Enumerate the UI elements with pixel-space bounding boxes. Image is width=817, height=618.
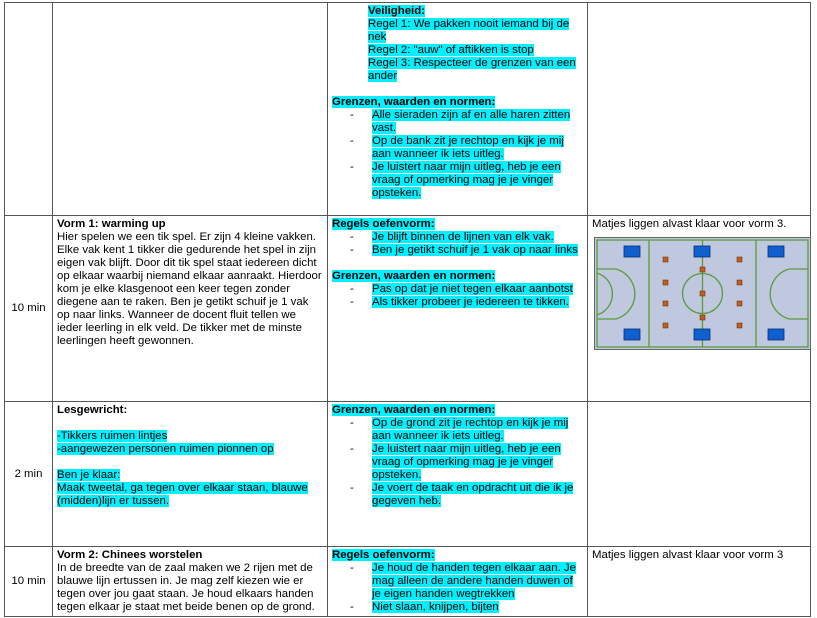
list-item: - Je blijft binnen de lijnen van elk vak.	[350, 231, 554, 243]
list-item: - Je luistert naar mijn uitleg, heb je een vraag of opmerking mag je je vinger opsteken.	[350, 443, 561, 481]
norms-list	[332, 283, 583, 309]
norms-heading: Grenzen, waarden en normen:	[332, 404, 496, 416]
table-row	[5, 3, 811, 216]
form-description: Hier spelen we een tik spel. Er zijn 4 kleine vakken. Elke vak kent 1 tikker die gedurende het spel in zijn eigen vak blijft. Door dit tik spel staat iedereen dicht op elkaar waarbij niemand elkaar aanraakt. Hierdoor kom je elke klasgenoot een keer tegen zonder diegene aan te raken. Ben je getikt schuif je 1 vak op naar links. Wanneer de docent fluit tellen we ieder leerling in elk veld. De tikker met de minste leerlingen heeft gewonnen.	[57, 231, 322, 347]
rules-cell	[328, 3, 588, 216]
list-item: - Als tikker probeer je iedereen te tikken.	[350, 296, 569, 308]
description-cell	[53, 216, 328, 402]
material-cell	[588, 3, 811, 216]
norms-list	[332, 109, 583, 200]
safety-rule: Regel 1: We pakken nooit iemand bij de nek	[368, 18, 570, 43]
table-row	[5, 547, 811, 617]
norms-list	[332, 417, 583, 508]
material-note: Matjes liggen alvast klaar voor vorm 3	[592, 549, 784, 561]
list-item: - Op de bank zit je rechtop en kijk je mij aan wanneer ik iets uitleg.	[350, 135, 564, 160]
time-cell: 10 min	[5, 547, 53, 617]
description-cell	[53, 3, 328, 216]
instruction-line: -aangewezen personen ruimen pionnen op	[57, 443, 274, 455]
instruction-line: -Tikkers ruimen lintjes	[57, 430, 168, 442]
form-title: Lesgewricht:	[57, 404, 128, 416]
list-item: - Op de grond zit je rechtop en kijk je mij aan wanneer ik iets uitleg.	[350, 417, 569, 442]
safety-rule: Regel 2: "auw" of aftikken is stop	[368, 44, 534, 56]
list-item: - Je voert de taak en opdracht uit die ik je gegeven heb.	[350, 482, 574, 507]
table-row	[5, 216, 811, 402]
form-title: Vorm 2: Chinees worstelen	[57, 549, 203, 561]
time-cell: 2 min	[5, 402, 53, 547]
list-item: - Je luistert naar mijn uitleg, heb je een vraag of opmerking mag je je vinger opsteken.	[350, 161, 561, 199]
safety-heading: Veiligheid:	[368, 5, 425, 17]
table-row	[5, 402, 811, 547]
gym-field-diagram	[594, 237, 811, 350]
material-cell	[588, 402, 811, 547]
time-cell	[5, 3, 53, 216]
time-cell: 10 min	[5, 216, 53, 402]
rules-cell	[328, 216, 588, 402]
list-item: - Pas op dat je niet tegen elkaar aanbotst	[350, 283, 573, 295]
material-cell	[588, 547, 811, 617]
description-cell	[53, 547, 328, 617]
description-cell	[53, 402, 328, 547]
norms-heading: Grenzen, waarden en normen:	[332, 270, 496, 282]
form-description: In de breedte van de zaal maken we 2 rijen met de blauwe lijn ertussen in. Je mag zelf kiezen wie er tegen over jou gaat staan. Je houd elkaars handen tegen elkaar je staat met beide benen op de grond.	[57, 562, 315, 613]
rules-cell	[328, 402, 588, 547]
list-item: - Niet slaan, knijpen, bijten	[350, 601, 499, 613]
rules-cell	[328, 547, 588, 617]
list-item: - Ben je getikt schuif je 1 vak op naar links	[350, 244, 578, 256]
list-item: - Je houd de handen tegen elkaar aan. Je mag alleen de andere handen duwen of je eigen handen wegtrekken	[350, 562, 576, 600]
material-cell	[588, 216, 811, 402]
material-note: Matjes liggen alvast klaar voor vorm 3.	[592, 218, 787, 230]
form-rules-list	[332, 231, 583, 257]
list-item: - Alle sieraden zijn af en alle haren zitten vast.	[350, 109, 571, 134]
form-title: Vorm 1: warming up	[57, 218, 166, 230]
norms-heading: Grenzen, waarden en normen:	[332, 96, 496, 108]
form-rules-heading: Regels oefenvorm:	[332, 549, 435, 561]
ready-heading: Ben je klaar:	[57, 469, 121, 481]
ready-text: Maak tweetal, ga tegen over elkaar staan, blauwe (midden)lijn er tussen.	[57, 482, 308, 507]
form-rules-list	[332, 562, 583, 614]
safety-rule: Regel 3: Respecteer de grenzen van een ander	[368, 57, 576, 82]
form-rules-heading: Regels oefenvorm:	[332, 218, 435, 230]
lesson-plan-table	[4, 2, 811, 617]
